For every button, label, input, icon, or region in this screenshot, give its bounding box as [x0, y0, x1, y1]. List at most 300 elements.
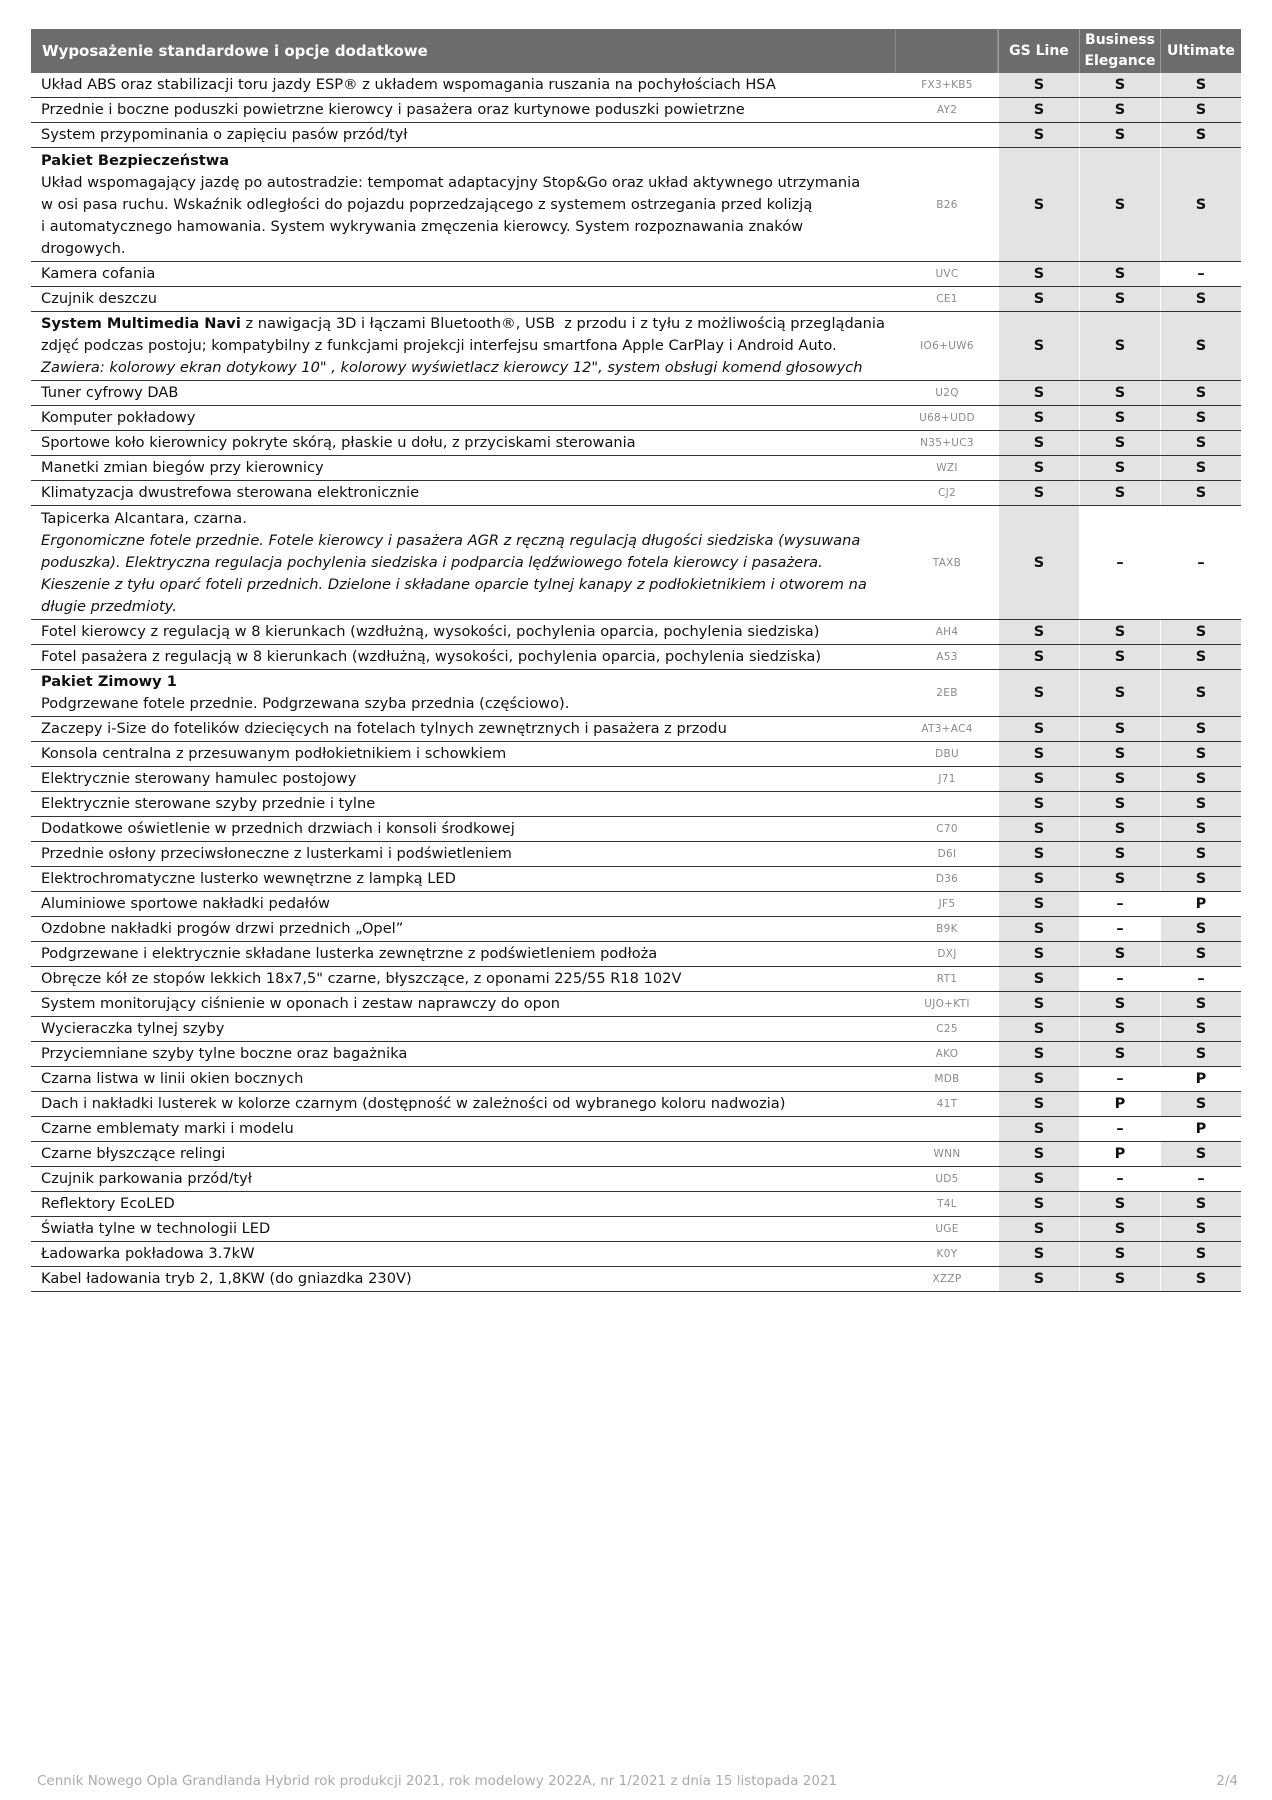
value-gs-line: S — [999, 917, 1079, 941]
description-text: Kabel ładowania tryb 2, 1,8KW (do gniazdka 230V) — [41, 1270, 412, 1287]
footer-text: Cennik Nowego Opla Grandlanda Hybrid rok produkcji 2021, rok modelowy 2022A, nr 1/2021 z dnia 15 listopada 2021 — [37, 1773, 838, 1789]
table-row — [31, 481, 1241, 506]
description-line — [41, 1118, 886, 1140]
description-line — [41, 868, 886, 890]
row-description — [31, 717, 896, 741]
row-description — [31, 1192, 896, 1216]
description-line — [41, 671, 886, 693]
description-line — [41, 530, 886, 552]
header-description: Wyposażenie standardowe i opcje dodatkowe — [31, 29, 896, 73]
value-gs-line: S — [999, 742, 1079, 766]
option-code: D36 — [935, 873, 959, 885]
value-ultimate: S — [1161, 456, 1241, 480]
option-code — [896, 792, 998, 816]
description-text: Czarne emblematy marki i modelu — [41, 1120, 294, 1137]
row-description — [31, 892, 896, 916]
value-business-elegance: S — [1080, 670, 1160, 716]
value-gs-line: S — [999, 670, 1079, 716]
table-row — [31, 620, 1241, 645]
description-line — [41, 508, 886, 530]
option-code: U2Q — [935, 387, 959, 399]
option-code: AKO — [935, 1048, 959, 1060]
row-description — [31, 1042, 896, 1066]
value-gs-line: S — [999, 431, 1079, 455]
value-gs-line: S — [999, 817, 1079, 841]
option-code: UD5 — [935, 1173, 959, 1185]
value-ultimate: P — [1161, 892, 1241, 916]
value-ultimate: S — [1161, 1217, 1241, 1241]
value-ultimate: S — [1161, 1017, 1241, 1041]
row-description — [31, 481, 896, 505]
table-row — [31, 917, 1241, 942]
description-text: Podgrzewane i elektrycznie składane lusterka zewnętrzne z podświetleniem podłoża — [41, 945, 658, 962]
value-gs-line: S — [999, 792, 1079, 816]
option-code: XZZP — [932, 1273, 962, 1285]
description-text: Obręcze kół ze stopów lekkich 18x7,5" czarne, błyszczące, z oponami 225/55 R18 102V — [41, 970, 682, 987]
value-business-elegance: S — [1080, 1267, 1160, 1291]
value-gs-line: S — [999, 767, 1079, 791]
value-gs-line: S — [999, 842, 1079, 866]
table-row — [31, 262, 1241, 287]
row-description — [31, 967, 896, 991]
description-text: Przednie i boczne poduszki powietrzne kierowcy i pasażera oraz kurtynowe poduszki powietrzne — [41, 101, 745, 118]
description-line — [41, 482, 886, 504]
value-gs-line: S — [999, 620, 1079, 644]
table-row — [31, 717, 1241, 742]
value-business-elegance: S — [1080, 148, 1160, 261]
table-row — [31, 842, 1241, 867]
option-code: WZI — [936, 462, 958, 474]
description-line — [41, 216, 886, 238]
option-code — [896, 123, 998, 147]
description-text: Ergonomiczne fotele przednie. Fotele kierowcy i pasażera AGR z ręczną regulacją długości siedziska (wysuwana — [41, 531, 861, 549]
value-ultimate: P — [1161, 1117, 1241, 1141]
description-text: Czarne błyszczące relingi — [41, 1145, 226, 1162]
value-gs-line: S — [999, 1092, 1079, 1116]
description-line — [41, 1068, 886, 1090]
description-line — [41, 818, 886, 840]
value-business-elegance: S — [1080, 1242, 1160, 1266]
table-row — [31, 967, 1241, 992]
row-description — [31, 645, 896, 669]
table-row — [31, 98, 1241, 123]
description-line — [41, 1168, 886, 1190]
value-business-elegance: S — [1080, 992, 1160, 1016]
table-row — [31, 992, 1241, 1017]
description-text: System przypominania o zapięciu pasów przód/tył — [41, 126, 408, 143]
value-business-elegance: S — [1080, 123, 1160, 147]
value-gs-line: S — [999, 1017, 1079, 1041]
value-business-elegance: – — [1080, 506, 1160, 619]
description-text: Manetki zmian biegów przy kierownicy — [41, 459, 324, 476]
value-gs-line: S — [999, 262, 1079, 286]
row-description — [31, 148, 896, 261]
value-ultimate: S — [1161, 992, 1241, 1016]
table-row — [31, 817, 1241, 842]
description-line — [41, 335, 886, 357]
value-gs-line: S — [999, 1042, 1079, 1066]
table-row — [31, 456, 1241, 481]
description-text: Dodatkowe oświetlenie w przednich drzwiach i konsoli środkowej — [41, 820, 515, 837]
value-business-elegance: S — [1080, 262, 1160, 286]
value-ultimate: S — [1161, 1242, 1241, 1266]
description-line — [41, 621, 886, 643]
description-title: System Multimedia Navi — [41, 315, 241, 332]
option-code: T4L — [937, 1198, 957, 1210]
row-description — [31, 1267, 896, 1291]
row-description — [31, 1092, 896, 1116]
row-description — [31, 817, 896, 841]
table-row — [31, 767, 1241, 792]
description-text: Ładowarka pokładowa 3.7kW — [41, 1245, 255, 1262]
value-gs-line: S — [999, 967, 1079, 991]
description-text: Sportowe koło kierownicy pokryte skórą, płaskie u dołu, z przyciskami sterowania — [41, 434, 636, 451]
value-ultimate: S — [1161, 620, 1241, 644]
description-line — [41, 194, 886, 216]
value-ultimate: S — [1161, 717, 1241, 741]
value-gs-line: S — [999, 717, 1079, 741]
value-ultimate: S — [1161, 867, 1241, 891]
value-ultimate: S — [1161, 742, 1241, 766]
description-text: Czarna listwa w linii okien bocznych — [41, 1070, 304, 1087]
value-ultimate: S — [1161, 1142, 1241, 1166]
value-gs-line: S — [999, 1067, 1079, 1091]
value-gs-line: S — [999, 506, 1079, 619]
description-text: Konsola centralna z przesuwanym podłokietnikiem i schowkiem — [41, 745, 507, 762]
description-line — [41, 1243, 886, 1265]
description-line — [41, 1218, 886, 1240]
value-ultimate: S — [1161, 431, 1241, 455]
row-description — [31, 431, 896, 455]
row-description — [31, 312, 896, 380]
value-business-elegance: S — [1080, 312, 1160, 380]
option-code: J71 — [938, 773, 956, 785]
description-text: Układ ABS oraz stabilizacji toru jazdy ESP® z układem wspomagania ruszania na pochyłościach HSA — [41, 76, 776, 93]
option-code: MDB — [934, 1073, 960, 1085]
table-row — [31, 1042, 1241, 1067]
description-line — [41, 793, 886, 815]
row-description — [31, 867, 896, 891]
description-line — [41, 407, 886, 429]
description-text: Czujnik deszczu — [41, 290, 157, 307]
table-row — [31, 1017, 1241, 1042]
value-business-elegance: S — [1080, 431, 1160, 455]
description-line — [41, 263, 886, 285]
value-business-elegance: S — [1080, 481, 1160, 505]
option-code: K0Y — [936, 1248, 958, 1260]
table-row — [31, 645, 1241, 670]
description-text: Przyciemniane szyby tylne boczne oraz bagażnika — [41, 1045, 408, 1062]
row-description — [31, 767, 896, 791]
value-business-elegance: S — [1080, 645, 1160, 669]
row-description — [31, 123, 896, 147]
description-line — [41, 646, 886, 668]
row-description — [31, 1117, 896, 1141]
table-row — [31, 1117, 1241, 1142]
value-gs-line: S — [999, 381, 1079, 405]
value-business-elegance: – — [1080, 892, 1160, 916]
description-line — [41, 743, 886, 765]
table-row — [31, 1092, 1241, 1117]
option-code: DBU — [935, 748, 959, 760]
description-text: Aluminiowe sportowe nakładki pedałów — [41, 895, 330, 912]
description-text: Elektrycznie sterowany hamulec postojowy — [41, 770, 357, 787]
description-text: zdjęć podczas postoju; kompatybilny z funkcjami projekcji interfejsu smartfona Apple CarPlay i Android Auto. — [41, 337, 837, 354]
description-line — [41, 150, 886, 172]
description-line — [41, 357, 886, 379]
value-business-elegance: S — [1080, 381, 1160, 405]
value-ultimate: – — [1161, 967, 1241, 991]
value-ultimate: S — [1161, 645, 1241, 669]
description-line — [41, 968, 886, 990]
value-gs-line: S — [999, 1142, 1079, 1166]
table-row — [31, 1167, 1241, 1192]
value-business-elegance: S — [1080, 456, 1160, 480]
value-ultimate: – — [1161, 506, 1241, 619]
option-code: TAXB — [932, 556, 962, 569]
value-business-elegance: S — [1080, 817, 1160, 841]
value-business-elegance: S — [1080, 792, 1160, 816]
row-description — [31, 1242, 896, 1266]
description-text: Światła tylne w technologii LED — [41, 1220, 271, 1237]
description-line — [41, 457, 886, 479]
option-code: AH4 — [935, 626, 959, 638]
value-ultimate: S — [1161, 942, 1241, 966]
option-code: U68+UDD — [919, 412, 975, 424]
value-ultimate: S — [1161, 481, 1241, 505]
row-description — [31, 620, 896, 644]
description-line — [41, 1268, 886, 1290]
option-code: DXJ — [937, 948, 957, 960]
description-text: Fotel pasażera z regulacją w 8 kierunkach (wzdłużną, wysokości, pochylenia oparcia, pochylenia siedziska) — [41, 648, 822, 665]
option-code: RT1 — [936, 973, 958, 985]
value-gs-line: S — [999, 481, 1079, 505]
option-code: UVC — [935, 268, 959, 280]
value-gs-line: S — [999, 645, 1079, 669]
value-gs-line: S — [999, 1267, 1079, 1291]
description-line — [41, 1193, 886, 1215]
description-text: w osi pasa ruchu. Wskaźnik odległości do pojazdu poprzedzającego z systemem ostrzegania przed kolizją — [41, 195, 813, 213]
value-business-elegance: S — [1080, 717, 1160, 741]
description-text: Tuner cyfrowy DAB — [41, 384, 179, 401]
row-description — [31, 992, 896, 1016]
value-gs-line: S — [999, 287, 1079, 311]
description-line — [41, 552, 886, 574]
value-ultimate: S — [1161, 287, 1241, 311]
value-business-elegance: S — [1080, 1192, 1160, 1216]
header-ultimate: Ultimate — [1160, 29, 1241, 73]
description-text: Kamera cofania — [41, 265, 156, 282]
value-ultimate: S — [1161, 817, 1241, 841]
description-line — [41, 843, 886, 865]
description-text: Kieszenie z tyłu oparć foteli przednich. Dzielone i składane oparcie tylnej kanapy z podłokietnikiem i otworem na — [41, 575, 867, 593]
value-ultimate: S — [1161, 1192, 1241, 1216]
option-code: UJO+KTI — [924, 998, 970, 1010]
table-row — [31, 1242, 1241, 1267]
option-code — [896, 1117, 998, 1141]
description-line — [41, 172, 886, 194]
table-row — [31, 123, 1241, 148]
row-description — [31, 406, 896, 430]
value-business-elegance: S — [1080, 287, 1160, 311]
value-ultimate: S — [1161, 1267, 1241, 1291]
option-code: AT3+AC4 — [921, 723, 973, 735]
description-text: Tapicerka Alcantara, czarna. — [41, 509, 247, 527]
value-gs-line: S — [999, 1117, 1079, 1141]
description-text: poduszka). Elektryczna regulacja pochylenia siedziska i podparcia lędźwiowego fotela kierowcy i pasażera. — [41, 553, 823, 571]
value-ultimate: – — [1161, 1167, 1241, 1191]
description-line — [41, 693, 886, 715]
description-line — [41, 124, 886, 146]
description-line — [41, 596, 886, 618]
description-text: Ozdobne nakładki progów drzwi przednich „Opel” — [41, 920, 404, 937]
value-ultimate: S — [1161, 1092, 1241, 1116]
value-gs-line: S — [999, 312, 1079, 380]
description-text: Dach i nakładki lusterek w kolorze czarnym (dostępność w zależności od wybranego koloru nadwozia) — [41, 1095, 786, 1112]
table-row — [31, 867, 1241, 892]
description-text: Czujnik parkowania przód/tył — [41, 1170, 252, 1187]
row-description — [31, 742, 896, 766]
description-line — [41, 74, 886, 96]
description-line — [41, 1043, 886, 1065]
row-description — [31, 1167, 896, 1191]
value-business-elegance: S — [1080, 867, 1160, 891]
header-code — [896, 29, 998, 73]
description-line — [41, 993, 886, 1015]
table-body — [31, 73, 1241, 1292]
table-row — [31, 1192, 1241, 1217]
value-business-elegance: S — [1080, 1217, 1160, 1241]
value-business-elegance: S — [1080, 742, 1160, 766]
description-line — [41, 768, 886, 790]
value-business-elegance: – — [1080, 917, 1160, 941]
header-elegance: Elegance — [1084, 53, 1156, 69]
row-description — [31, 73, 896, 97]
page-number: 2/4 — [1216, 1773, 1238, 1789]
value-business-elegance: S — [1080, 98, 1160, 122]
description-line — [41, 718, 886, 740]
row-description — [31, 792, 896, 816]
row-description — [31, 670, 896, 716]
value-gs-line: S — [999, 406, 1079, 430]
description-line — [41, 1018, 886, 1040]
description-line — [41, 313, 886, 335]
value-ultimate: S — [1161, 406, 1241, 430]
value-business-elegance: S — [1080, 767, 1160, 791]
header-business: Business — [1085, 32, 1155, 48]
option-code: IO6+UW6 — [920, 340, 974, 352]
row-description — [31, 506, 896, 619]
description-text: Przednie osłony przeciwsłoneczne z lusterkami i podświetleniem — [41, 845, 512, 862]
value-ultimate: S — [1161, 148, 1241, 261]
value-business-elegance: – — [1080, 1067, 1160, 1091]
table-row — [31, 287, 1241, 312]
option-code: C25 — [936, 1023, 958, 1035]
value-business-elegance: S — [1080, 406, 1160, 430]
value-gs-line: S — [999, 148, 1079, 261]
value-ultimate: – — [1161, 262, 1241, 286]
table-row — [31, 1067, 1241, 1092]
description-line — [41, 574, 886, 596]
value-business-elegance: – — [1080, 1167, 1160, 1191]
option-code: B9K — [936, 923, 958, 935]
row-description — [31, 98, 896, 122]
table-row — [31, 312, 1241, 381]
option-code: 2EB — [936, 687, 958, 699]
description-text: Podgrzewane fotele przednie. Podgrzewana szyba przednia (częściowo). — [41, 695, 570, 712]
value-ultimate: S — [1161, 123, 1241, 147]
value-ultimate: S — [1161, 73, 1241, 97]
table-row — [31, 1217, 1241, 1242]
value-ultimate: S — [1161, 792, 1241, 816]
value-gs-line: S — [999, 892, 1079, 916]
description-text: Reflektory EcoLED — [41, 1195, 175, 1212]
value-gs-line: S — [999, 456, 1079, 480]
value-business-elegance: – — [1080, 1117, 1160, 1141]
row-description — [31, 262, 896, 286]
option-code: FX3+KB5 — [921, 79, 973, 91]
option-code: C70 — [936, 823, 958, 835]
description-line — [41, 918, 886, 940]
table-row — [31, 1267, 1241, 1292]
row-description — [31, 287, 896, 311]
description-title: Pakiet Bezpieczeństwa — [41, 151, 230, 169]
row-description — [31, 456, 896, 480]
description-line — [41, 893, 886, 915]
value-business-elegance: S — [1080, 842, 1160, 866]
description-line — [41, 432, 886, 454]
description-line — [41, 382, 886, 404]
description-line — [41, 99, 886, 121]
value-gs-line: S — [999, 73, 1079, 97]
table-row — [31, 381, 1241, 406]
description-text: Zaczepy i-Size do fotelików dziecięcych na fotelach tylnych zewnętrznych i pasażera z przodu — [41, 720, 727, 737]
value-ultimate: S — [1161, 767, 1241, 791]
option-code: CE1 — [936, 293, 958, 305]
row-description — [31, 1017, 896, 1041]
row-description — [31, 1217, 896, 1241]
value-business-elegance: S — [1080, 73, 1160, 97]
description-text: Wycieraczka tylnej szyby — [41, 1020, 225, 1037]
table-row — [31, 742, 1241, 767]
option-code: D6I — [937, 848, 957, 860]
description-text: Klimatyzacja dwustrefowa sterowana elektronicznie — [41, 484, 420, 501]
option-code: A53 — [936, 651, 958, 663]
value-gs-line: S — [999, 992, 1079, 1016]
table-row — [31, 148, 1241, 262]
value-ultimate: S — [1161, 381, 1241, 405]
value-gs-line: S — [999, 942, 1079, 966]
option-code: B26 — [936, 198, 958, 211]
option-code: 41T — [936, 1098, 958, 1110]
value-ultimate: S — [1161, 98, 1241, 122]
value-ultimate: S — [1161, 917, 1241, 941]
description-text: Elektrycznie sterowane szyby przednie i tylne — [41, 795, 376, 812]
value-business-elegance: P — [1080, 1092, 1160, 1116]
row-description — [31, 1067, 896, 1091]
table-row — [31, 942, 1241, 967]
description-line — [41, 1143, 886, 1165]
description-text: Zawiera: kolorowy ekran dotykowy 10" , kolorowy wyświetlacz kierowcy 12", system obsługi komend głosowych — [41, 359, 863, 376]
description-text: Układ wspomagający jazdę po autostradzie: tempomat adaptacyjny Stop&Go oraz układ aktywnego utrzymania — [41, 173, 861, 191]
value-gs-line: S — [999, 1242, 1079, 1266]
value-business-elegance: S — [1080, 1042, 1160, 1066]
description-line — [41, 943, 886, 965]
value-business-elegance: S — [1080, 1017, 1160, 1041]
table-row — [31, 670, 1241, 717]
value-business-elegance: S — [1080, 620, 1160, 644]
value-business-elegance: P — [1080, 1142, 1160, 1166]
